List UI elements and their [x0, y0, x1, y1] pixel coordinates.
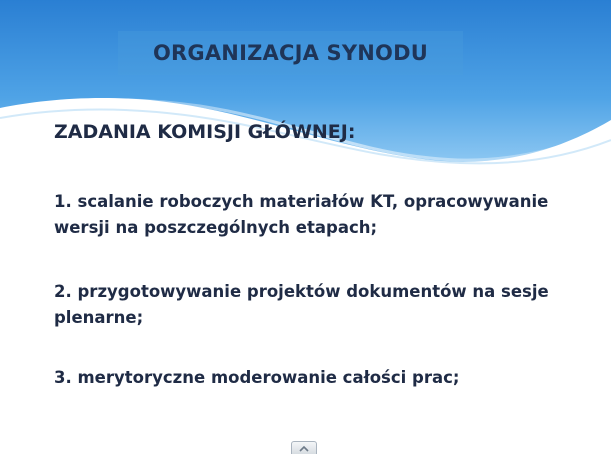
chevron-up-icon — [298, 445, 310, 453]
title-box — [118, 31, 463, 75]
header-wave-background — [0, 0, 611, 175]
list-item: 1. scalanie roboczych materiałów KT, opracowywanie wersji na poszczególnych etapach; — [54, 192, 549, 237]
list-item: 2. przygotowywanie projektów dokumentów na sesje plenarne; — [54, 282, 549, 327]
slide-subtitle: ZADANIA KOMISJI GŁÓWNEJ: — [54, 121, 356, 143]
slide-title: ORGANIZACJA SYNODU — [152, 41, 428, 65]
list-item: 3. merytoryczne moderowanie całości prac; — [54, 368, 460, 387]
slide-nav-button[interactable] — [291, 441, 317, 454]
